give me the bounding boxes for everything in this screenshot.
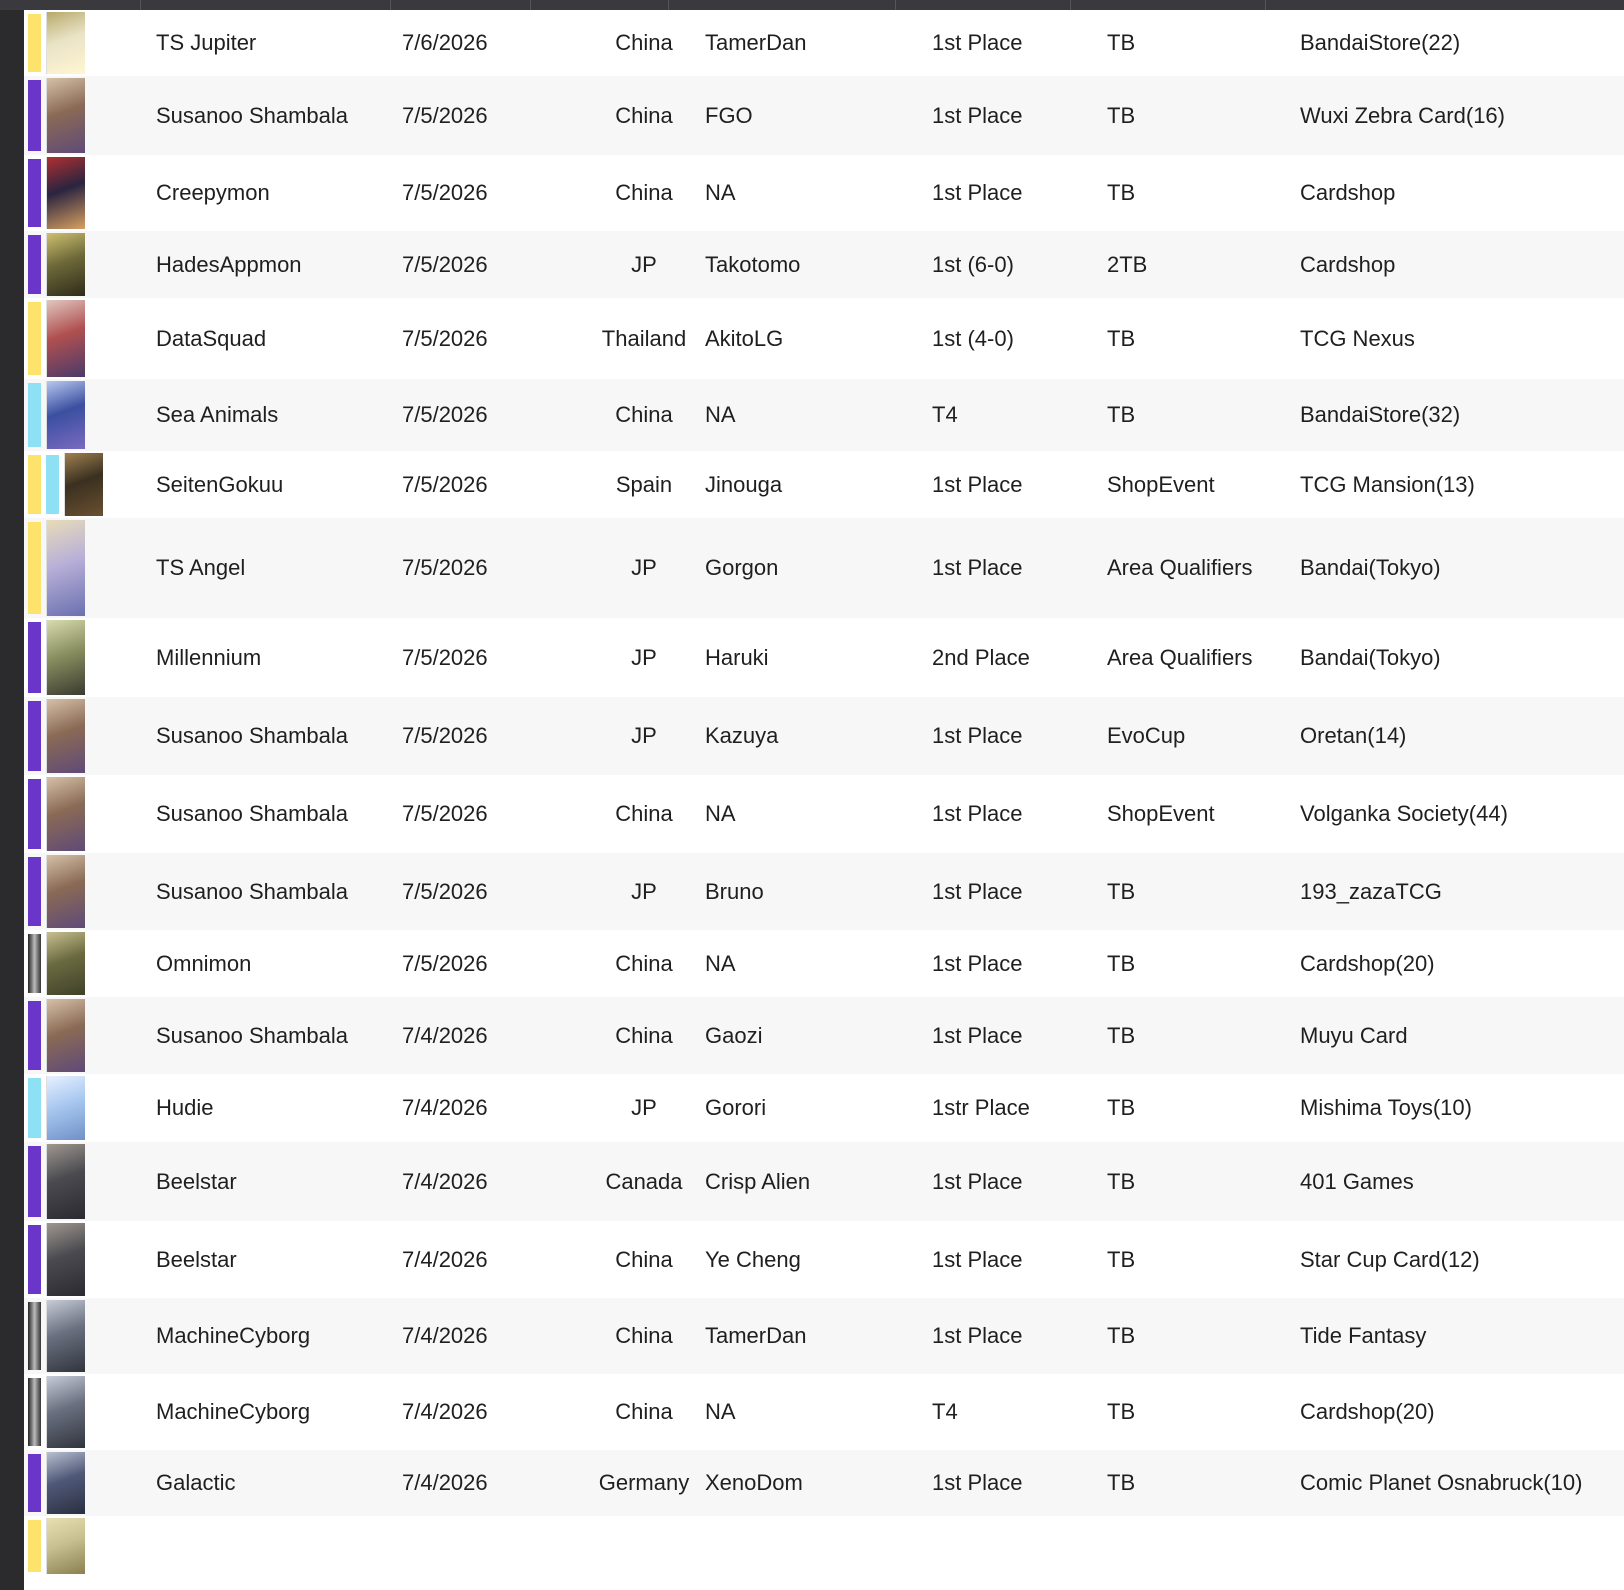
- color-stripe-purple: [28, 779, 41, 849]
- color-stripe-yellow: [28, 1520, 41, 1572]
- deck-art-creepymon-icon[interactable]: [46, 157, 85, 229]
- player-cell: NA: [705, 402, 736, 427]
- column-divider: [530, 0, 531, 10]
- deck-art-hades-icon[interactable]: [46, 233, 85, 296]
- event-cell: Cardshop: [1300, 251, 1396, 277]
- placement-cell: 1st Place: [932, 1470, 1023, 1495]
- format-cell: TB: [1107, 325, 1136, 351]
- format-cell: EvoCup: [1107, 723, 1186, 748]
- deck-art-beelstar-icon[interactable]: [46, 1144, 85, 1219]
- deck-color-indicator: [28, 522, 41, 614]
- country-cell: China: [615, 402, 673, 427]
- column-divider: [1265, 0, 1266, 10]
- country-cell: Spain: [615, 471, 673, 497]
- column-divider: [895, 0, 896, 10]
- deck-name-cell[interactable]: DataSquad: [156, 325, 267, 351]
- deck-color-indicator: [28, 302, 41, 375]
- deck-color-indicator: [28, 159, 41, 227]
- color-stripe-yellow: [28, 14, 41, 72]
- table-row[interactable]: [24, 10, 1624, 76]
- event-cell: Cardshop(20): [1300, 1399, 1435, 1424]
- date-cell: 7/4/2026: [402, 1095, 488, 1120]
- deck-art-ts-angel-icon[interactable]: [46, 520, 85, 616]
- player-cell: Ye Cheng: [705, 1246, 801, 1272]
- deck-art-susanoo-icon[interactable]: [46, 855, 85, 928]
- placement-cell: 2nd Place: [932, 644, 1030, 670]
- event-cell: Muyu Card: [1300, 1022, 1408, 1048]
- deck-art-hudie-icon[interactable]: [46, 1076, 85, 1140]
- event-cell: Bandai(Tokyo): [1300, 644, 1441, 670]
- table-row[interactable]: [24, 231, 1624, 298]
- deck-name-cell[interactable]: Millennium: [156, 644, 262, 670]
- format-cell: TB: [1107, 1470, 1136, 1495]
- event-cell: TCG Mansion(13): [1300, 471, 1475, 497]
- deck-color-indicator: [28, 934, 41, 993]
- deck-art-susanoo-icon[interactable]: [46, 78, 85, 153]
- country-cell: Germany: [598, 1470, 690, 1495]
- deck-art-sea-animals-icon[interactable]: [46, 381, 85, 449]
- table-row[interactable]: [24, 76, 1624, 155]
- player-cell: Gorori: [705, 1095, 767, 1120]
- placement-cell: 1st Place: [932, 180, 1023, 205]
- table-row[interactable]: [24, 618, 1624, 697]
- country-cell: [564, 1516, 724, 1576]
- table-row[interactable]: [24, 155, 1624, 231]
- table-row[interactable]: [24, 1516, 1624, 1576]
- country-cell: China: [615, 1246, 673, 1272]
- color-stripe-purple: [28, 235, 41, 294]
- date-cell: 7/5/2026: [402, 102, 488, 128]
- format-cell: TB: [1107, 1399, 1136, 1424]
- format-cell: TB: [1107, 1323, 1136, 1348]
- deck-color-indicator: [28, 857, 41, 926]
- placement-cell: 1st Place: [932, 30, 1023, 55]
- country-cell: JP: [631, 251, 657, 277]
- column-divider: [390, 0, 391, 10]
- deck-art-datasquad-icon[interactable]: [46, 300, 85, 377]
- deck-color-indicator: [28, 1378, 41, 1446]
- format-cell: Area Qualifiers: [1107, 644, 1253, 670]
- table-row[interactable]: [24, 1221, 1624, 1298]
- deck-name-cell[interactable]: Hudie: [156, 1095, 214, 1120]
- deck-color-indicator: [28, 701, 41, 771]
- table-row[interactable]: [24, 1374, 1624, 1450]
- date-cell: 7/5/2026: [402, 801, 488, 826]
- country-cell: JP: [631, 555, 657, 580]
- deck-name-cell[interactable]: Susanoo Shambala: [156, 801, 349, 826]
- table-row[interactable]: [24, 775, 1624, 853]
- format-cell: TB: [1107, 30, 1136, 55]
- date-cell: 7/4/2026: [402, 1246, 488, 1272]
- placement-cell: T4: [932, 1399, 958, 1424]
- color-stripe-blue: [46, 455, 59, 514]
- deck-name-cell[interactable]: HadesAppmon: [156, 251, 302, 277]
- event-cell: Tide Fantasy: [1300, 1323, 1427, 1348]
- event-cell: BandaiStore(32): [1300, 402, 1461, 427]
- placement-cell: 1st Place: [932, 555, 1023, 580]
- deck-name-cell[interactable]: Beelstar: [156, 1246, 237, 1272]
- format-cell: TB: [1107, 180, 1136, 205]
- format-cell: TB: [1107, 1168, 1136, 1194]
- color-stripe-purple: [28, 1001, 41, 1070]
- player-cell: NA: [705, 1399, 736, 1424]
- format-cell: ShopEvent: [1107, 471, 1215, 497]
- color-stripe-purple: [28, 701, 41, 771]
- country-cell: Canada: [605, 1168, 683, 1194]
- date-cell: 7/5/2026: [402, 325, 488, 351]
- deck-name-cell[interactable]: Susanoo Shambala: [156, 1022, 349, 1048]
- date-cell: 7/5/2026: [402, 402, 488, 427]
- player-cell: AkitoLG: [705, 325, 784, 351]
- deck-art-partial-icon[interactable]: [46, 1518, 85, 1574]
- player-cell: Jinouga: [705, 471, 783, 497]
- deck-color-indicator: [28, 1302, 41, 1370]
- column-divider: [1070, 0, 1071, 10]
- event-cell: Cardshop(20): [1300, 950, 1435, 976]
- format-cell: TB: [1107, 1246, 1136, 1272]
- decklist-table: [24, 10, 1624, 1590]
- player-cell: NA: [705, 950, 736, 976]
- country-cell: China: [615, 801, 673, 826]
- date-cell: 7/5/2026: [402, 644, 488, 670]
- country-cell: JP: [631, 723, 657, 748]
- color-stripe-blue: [28, 383, 41, 447]
- date-cell: 7/4/2026: [402, 1168, 488, 1194]
- deck-art-beelstar-icon[interactable]: [46, 1223, 85, 1296]
- placement-cell: 1str Place: [932, 1095, 1030, 1120]
- table-row[interactable]: [24, 1074, 1624, 1142]
- deck-color-indicator: [28, 779, 41, 849]
- deck-color-indicator: [28, 455, 59, 514]
- player-cell: Haruki: [705, 644, 769, 670]
- date-cell: 7/5/2026: [402, 471, 488, 497]
- event-cell: Volganka Society(44): [1300, 801, 1508, 826]
- deck-color-indicator: [28, 1146, 41, 1217]
- table-row[interactable]: [24, 853, 1624, 930]
- format-cell: TB: [1107, 950, 1136, 976]
- deck-name-cell[interactable]: Sea Animals: [156, 402, 279, 427]
- deck-name-cell[interactable]: SeitenGokuu: [156, 471, 284, 497]
- deck-color-indicator: [28, 383, 41, 447]
- deck-color-indicator: [28, 1520, 41, 1572]
- date-cell: 7/6/2026: [402, 30, 488, 55]
- color-stripe-purple: [28, 1146, 41, 1217]
- country-cell: JP: [631, 1095, 657, 1120]
- country-cell: China: [615, 102, 673, 128]
- format-cell: Area Qualifiers: [1107, 555, 1253, 580]
- color-stripe-yellow: [28, 455, 41, 514]
- color-stripe-purple: [28, 1454, 41, 1512]
- deck-art-susanoo-icon[interactable]: [46, 699, 85, 773]
- color-stripe-black: [28, 1378, 41, 1446]
- date-cell: 7/4/2026: [402, 1323, 488, 1348]
- format-cell: TB: [1107, 1022, 1136, 1048]
- event-cell: Star Cup Card(12): [1300, 1246, 1480, 1272]
- deck-name-cell[interactable]: TS Jupiter: [156, 30, 257, 55]
- table-row[interactable]: [24, 451, 1624, 518]
- placement-cell: 1st Place: [932, 1246, 1023, 1272]
- placement-cell: 1st Place: [932, 878, 1023, 904]
- column-divider: [140, 0, 141, 10]
- color-stripe-yellow: [28, 522, 41, 614]
- color-stripe-black: [28, 1302, 41, 1370]
- date-cell: 7/5/2026: [402, 950, 488, 976]
- color-stripe-purple: [28, 80, 41, 151]
- event-cell: 193_zazaTCG: [1300, 878, 1442, 904]
- deck-art-galactic-icon[interactable]: [46, 1452, 85, 1514]
- placement-cell: 1st Place: [932, 1323, 1023, 1348]
- deck-art-ts-jupiter-icon[interactable]: [46, 12, 85, 74]
- event-cell: TCG Nexus: [1300, 325, 1415, 351]
- deck-color-indicator: [28, 1001, 41, 1070]
- player-cell: NA: [705, 180, 736, 205]
- event-cell: Wuxi Zebra Card(16): [1300, 102, 1505, 128]
- player-cell: TamerDan: [705, 30, 807, 55]
- deck-name-cell[interactable]: Creepymon: [156, 180, 270, 205]
- color-stripe-yellow: [28, 302, 41, 375]
- table-row[interactable]: [24, 1298, 1624, 1374]
- placement-cell: 1st Place: [932, 950, 1023, 976]
- country-cell: JP: [631, 878, 657, 904]
- format-cell: 2TB: [1107, 251, 1148, 277]
- player-cell: FGO: [705, 102, 753, 128]
- format-cell: TB: [1107, 102, 1136, 128]
- player-cell: Gaozi: [705, 1022, 763, 1048]
- color-stripe-purple: [28, 622, 41, 693]
- table-row[interactable]: [24, 1450, 1624, 1516]
- table-row[interactable]: [24, 997, 1624, 1074]
- table-row[interactable]: [24, 930, 1624, 997]
- deck-name-cell[interactable]: Susanoo Shambala: [156, 723, 349, 748]
- placement-cell: 1st Place: [932, 471, 1023, 497]
- format-cell: TB: [1107, 402, 1136, 427]
- deck-color-indicator: [28, 235, 41, 294]
- date-cell: 7/5/2026: [402, 180, 488, 205]
- date-cell: 7/5/2026: [402, 723, 488, 748]
- deck-color-indicator: [28, 1078, 41, 1138]
- deck-name-cell[interactable]: Galactic: [156, 1470, 236, 1495]
- format-cell: TB: [1107, 1095, 1136, 1120]
- event-cell: BandaiStore(22): [1300, 30, 1461, 55]
- color-stripe-black: [28, 934, 41, 993]
- country-cell: China: [615, 1022, 673, 1048]
- country-cell: China: [615, 180, 673, 205]
- player-cell: TamerDan: [705, 1323, 807, 1348]
- deck-art-susanoo-icon[interactable]: [46, 999, 85, 1072]
- date-cell: 7/5/2026: [402, 555, 488, 580]
- format-cell: ShopEvent: [1107, 801, 1215, 826]
- country-cell: China: [615, 1399, 673, 1424]
- event-cell: Cardshop: [1300, 180, 1396, 205]
- country-cell: China: [615, 1323, 673, 1348]
- table-row[interactable]: [24, 1142, 1624, 1221]
- table-row[interactable]: [24, 379, 1624, 451]
- player-cell: Takotomo: [705, 251, 801, 277]
- event-cell: Bandai(Tokyo): [1300, 555, 1441, 580]
- country-cell: China: [615, 30, 673, 55]
- deck-art-susanoo-icon[interactable]: [46, 777, 85, 851]
- placement-cell: 1st Place: [932, 1022, 1023, 1048]
- date-cell: 7/5/2026: [402, 251, 488, 277]
- color-stripe-purple: [28, 857, 41, 926]
- date-cell: 7/4/2026: [402, 1022, 488, 1048]
- country-cell: JP: [631, 644, 657, 670]
- column-divider: [668, 0, 669, 10]
- deck-name-cell[interactable]: Susanoo Shambala: [156, 102, 349, 128]
- table-row[interactable]: [24, 298, 1624, 379]
- deck-art-millennium-icon[interactable]: [46, 620, 85, 695]
- date-cell: 7/4/2026: [402, 1399, 488, 1424]
- player-cell: NA: [705, 801, 736, 826]
- deck-color-indicator: [28, 622, 41, 693]
- placement-cell: T4: [932, 402, 958, 427]
- deck-name-cell[interactable]: Beelstar: [156, 1168, 237, 1194]
- placement-cell: 1st Place: [932, 1168, 1023, 1194]
- deck-art-machinecyborg-icon[interactable]: [46, 1376, 85, 1448]
- color-stripe-purple: [28, 159, 41, 227]
- deck-name-cell[interactable]: MachineCyborg: [156, 1399, 311, 1424]
- date-cell: 7/5/2026: [402, 878, 488, 904]
- event-cell: Comic Planet Osnabruck(10): [1300, 1470, 1583, 1495]
- country-cell: China: [615, 950, 673, 976]
- player-cell: Bruno: [705, 878, 764, 904]
- placement-cell: 1st (4-0): [932, 325, 1014, 351]
- deck-name-cell[interactable]: Omnimon: [156, 950, 252, 976]
- player-cell: Gorgon: [705, 555, 779, 580]
- placement-cell: 1st Place: [932, 723, 1023, 748]
- placement-cell: 1st Place: [932, 801, 1023, 826]
- player-cell: XenoDom: [705, 1470, 803, 1495]
- placement-cell: 1st (6-0): [932, 251, 1014, 277]
- deck-art-omnimon-icon[interactable]: [46, 932, 85, 995]
- event-cell: Oretan(14): [1300, 723, 1407, 748]
- event-cell: 401 Games: [1300, 1168, 1414, 1194]
- player-cell: Kazuya: [705, 723, 779, 748]
- table-row[interactable]: [24, 518, 1624, 618]
- deck-art-machinecyborg-icon[interactable]: [46, 1300, 85, 1372]
- event-cell: Mishima Toys(10): [1300, 1095, 1472, 1120]
- deck-name-cell[interactable]: TS Angel: [156, 555, 246, 580]
- deck-name-cell[interactable]: MachineCyborg: [156, 1323, 311, 1348]
- deck-art-seitengokuu-icon[interactable]: [64, 453, 103, 516]
- deck-color-indicator: [28, 14, 41, 72]
- deck-name-cell[interactable]: Susanoo Shambala: [156, 878, 349, 904]
- deck-color-indicator: [28, 1225, 41, 1294]
- format-cell: TB: [1107, 878, 1136, 904]
- country-cell: Thailand: [601, 325, 687, 351]
- player-cell: Crisp Alien: [705, 1168, 811, 1194]
- table-header-bar: [0, 0, 1624, 10]
- color-stripe-purple: [28, 1225, 41, 1294]
- color-stripe-blue: [28, 1078, 41, 1138]
- placement-cell: 1st Place: [932, 102, 1023, 128]
- date-cell: 7/4/2026: [402, 1470, 488, 1495]
- table-row[interactable]: [24, 697, 1624, 775]
- deck-color-indicator: [28, 1454, 41, 1512]
- deck-color-indicator: [28, 80, 41, 151]
